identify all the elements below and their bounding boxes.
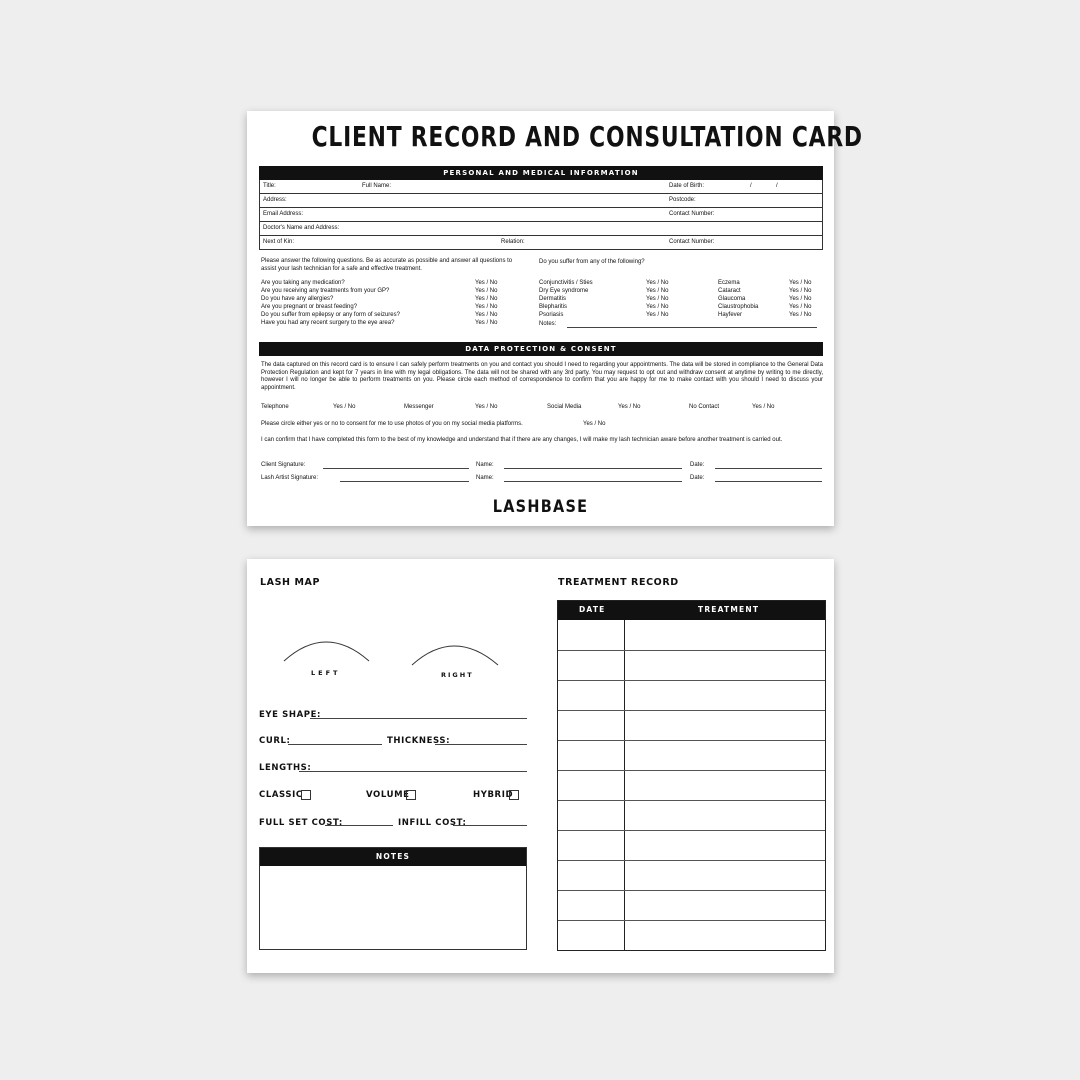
thickness-field[interactable] (435, 744, 527, 745)
yes-no-option[interactable]: Yes / No (475, 312, 498, 318)
condition-row (539, 303, 673, 311)
condition-row (718, 303, 818, 311)
consultation-card-back (247, 559, 834, 973)
contact-number-label: Contact Number: (669, 211, 715, 217)
condition-text: Cataract (718, 288, 741, 294)
next-of-kin-label: Next of Kin: (263, 239, 295, 245)
email-label: Email Address: (263, 211, 304, 217)
thickness-label: THICKNESS: (387, 736, 451, 746)
yes-no-option[interactable]: Yes / No (475, 404, 498, 410)
yes-no-option[interactable]: Yes / No (646, 312, 669, 318)
question-text: Are you receiving any treatments from your GP? (261, 288, 390, 294)
condition-text: Hayfever (718, 312, 743, 318)
confirmation-text: I can confirm that I have completed this form to the best of my knowledge and understand that if there are any changes, I will make my lash technician aware before another treatment is carried out. (261, 437, 783, 443)
question-text: Are you pregnant or breast feeding? (261, 304, 358, 310)
instructions-text: Please answer the following questions. Be as accurate as possible and answer all questions to assist your lash technician for a safe and effective treatment. (261, 258, 513, 272)
yes-no-option[interactable]: Yes / No (789, 288, 812, 294)
yes-no-option[interactable]: Yes / No (475, 304, 498, 310)
contact-method-label: Telephone (261, 404, 289, 410)
yes-no-option[interactable]: Yes / No (475, 296, 498, 302)
client-date-line[interactable] (715, 468, 822, 469)
condition-text: Glaucoma (718, 296, 746, 302)
volume-label: VOLUME (366, 790, 410, 800)
table-row[interactable] (558, 830, 825, 831)
treatment-column-header: TREATMENT (698, 605, 760, 614)
yes-no-option[interactable]: Yes / No (789, 304, 812, 310)
address-label: Address: (263, 197, 287, 203)
date-label: Date: (690, 475, 705, 481)
card-title: CLIENT RECORD AND CONSULTATION CARD (311, 120, 863, 153)
consent-text: The data captured on this record card is to ensure I can safely perform treatments on you and contact you should I need to regarding your appointments. The data will be stored in compliance to the General Data Protection Regulation and kept for 7 years in line with my legal obligations. The data will not be shared with any 3rd party. You may request to opt out and withdraw consent at anytime by writing to me directly, however I will no longer be able to perform treatments on you. Please circle each method of correspondence to confirm that you are happy for me to make contact with you should I need to discuss your appointment. (261, 362, 823, 391)
doctor-label: Doctor's Name and Address: (263, 225, 340, 231)
condition-row (539, 311, 673, 319)
date-column-header: DATE (579, 605, 606, 614)
yes-no-option[interactable]: Yes / No (475, 280, 498, 286)
infill-cost-label: INFILL COST: (398, 818, 467, 828)
table-row[interactable] (558, 650, 825, 651)
contact-number-label: Contact Number: (669, 239, 715, 245)
yes-no-option[interactable]: Yes / No (646, 288, 669, 294)
consultation-card-front (247, 111, 863, 526)
condition-text: Eczema (718, 280, 740, 286)
question-row (261, 319, 503, 327)
eye-shape-label: EYE SHAPE: (259, 710, 321, 720)
contact-method-label: Social Media (547, 404, 582, 410)
conditions-prompt: Do you suffer from any of the following? (539, 259, 645, 265)
conditions-right-column (718, 279, 818, 319)
dob-separator: / (750, 183, 752, 189)
classic-label: CLASSIC (259, 790, 303, 800)
condition-row (718, 311, 818, 319)
lengths-label: LENGTHS: (259, 763, 312, 773)
form-row-address (259, 194, 823, 208)
question-row (261, 311, 503, 319)
form-row-doctor (259, 222, 823, 236)
yes-no-option[interactable]: Yes / No (646, 296, 669, 302)
client-signature-label: Client Signature: (261, 462, 306, 468)
artist-date-line[interactable] (715, 481, 822, 482)
table-row[interactable] (558, 680, 825, 681)
full-set-cost-field[interactable] (325, 825, 393, 826)
question-text: Have you had any recent surgery to the eye area? (261, 320, 395, 326)
question-row (261, 287, 503, 295)
contact-method-label: No Contact (689, 404, 720, 410)
treatment-record-title: TREATMENT RECORD (558, 577, 679, 588)
name-label: Name: (476, 462, 494, 468)
notes-line[interactable] (567, 327, 817, 328)
condition-text: Blepharitis (539, 304, 568, 310)
yes-no-option[interactable]: Yes / No (333, 404, 356, 410)
condition-text: Dermatitis (539, 296, 567, 302)
client-name-line[interactable] (504, 468, 682, 469)
condition-text: Conjunctivitis / Sties (539, 280, 593, 286)
brand-logo: LASHBASE (492, 497, 589, 517)
title-label: Title: (263, 183, 276, 189)
left-eye-icon (277, 635, 375, 669)
photo-consent-option[interactable]: Yes / No (583, 421, 606, 427)
eye-shape-field[interactable] (310, 718, 527, 719)
form-row-next-of-kin (259, 236, 823, 250)
name-label: Name: (476, 475, 494, 481)
lash-map-title: LASH MAP (260, 577, 321, 588)
condition-row (539, 295, 673, 303)
treatment-record-table (557, 600, 826, 951)
table-row[interactable] (558, 770, 825, 771)
table-row[interactable] (558, 740, 825, 741)
artist-name-line[interactable] (504, 481, 682, 482)
curl-label: CURL: (259, 736, 291, 746)
condition-row (539, 279, 673, 287)
condition-row (718, 279, 818, 287)
yes-no-option[interactable]: Yes / No (618, 404, 641, 410)
form-row-email (259, 208, 823, 222)
table-header (558, 601, 825, 620)
yes-no-option[interactable]: Yes / No (646, 304, 669, 310)
yes-no-option[interactable]: Yes / No (789, 312, 812, 318)
infill-cost-field[interactable] (453, 825, 527, 826)
right-eye-icon (407, 639, 505, 673)
question-text: Are you taking any medication? (261, 280, 345, 286)
question-text: Do you have any allergies? (261, 296, 334, 302)
contact-methods (261, 403, 821, 412)
column-divider (624, 620, 625, 951)
full-name-label: Full Name: (362, 183, 392, 189)
notes-label: Notes: (539, 321, 557, 327)
personal-info-header: PERSONAL AND MEDICAL INFORMATION (259, 166, 823, 180)
condition-row (718, 287, 818, 295)
date-label: Date: (690, 462, 705, 468)
dob-separator: / (776, 183, 778, 189)
table-row[interactable] (558, 800, 825, 801)
question-row (261, 295, 503, 303)
artist-signature-label: Lash Artist Signature: (261, 475, 319, 481)
table-row[interactable] (558, 710, 825, 711)
dob-label: Date of Birth: (669, 183, 705, 189)
classic-checkbox[interactable] (301, 790, 311, 800)
medical-questions (261, 279, 503, 327)
table-row[interactable] (558, 920, 825, 921)
postcode-label: Postcode: (669, 197, 696, 203)
consent-header: DATA PROTECTION & CONSENT (259, 342, 823, 356)
client-signature-line[interactable] (323, 468, 469, 469)
condition-row (539, 287, 673, 295)
condition-row (718, 295, 818, 303)
conditions-left-column (539, 279, 673, 319)
yes-no-option[interactable]: Yes / No (752, 404, 775, 410)
question-row (261, 303, 503, 311)
question-text: Do you suffer from epilepsy or any form of seizures? (261, 312, 400, 318)
yes-no-option[interactable]: Yes / No (475, 320, 498, 326)
full-set-cost-label: FULL SET COST: (259, 818, 343, 828)
hybrid-label: HYBRID (473, 790, 514, 800)
photo-consent-text: Please circle either yes or no to consent for me to use photos of you on my social media platforms. (261, 421, 523, 427)
left-eye-label: LEFT (311, 669, 341, 677)
table-row[interactable] (558, 860, 825, 861)
hybrid-checkbox[interactable] (509, 790, 519, 800)
lengths-field[interactable] (299, 771, 527, 772)
artist-signature-line[interactable] (340, 481, 469, 482)
condition-text: Dry Eye syndrome (539, 288, 589, 294)
volume-checkbox[interactable] (406, 790, 416, 800)
yes-no-option[interactable]: Yes / No (646, 280, 669, 286)
table-row[interactable] (558, 890, 825, 891)
question-row (261, 279, 503, 287)
contact-method-label: Messenger (404, 404, 434, 410)
yes-no-option[interactable]: Yes / No (789, 296, 812, 302)
notes-header: NOTES (260, 848, 526, 866)
right-eye-label: RIGHT (441, 671, 474, 679)
form-row-title (259, 180, 823, 194)
condition-text: Claustrophobia (718, 304, 759, 310)
notes-box[interactable] (259, 847, 527, 950)
yes-no-option[interactable]: Yes / No (475, 288, 498, 294)
yes-no-option[interactable]: Yes / No (789, 280, 812, 286)
relation-label: Relation: (501, 239, 525, 245)
condition-text: Psoriasis (539, 312, 564, 318)
curl-field[interactable] (288, 744, 382, 745)
